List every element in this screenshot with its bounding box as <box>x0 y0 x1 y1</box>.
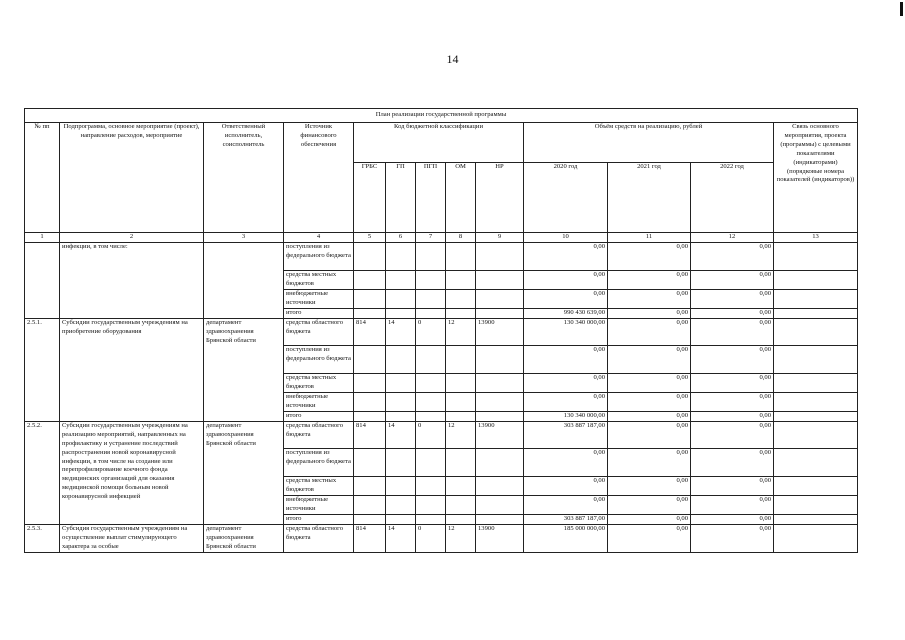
code-om: 12 <box>446 421 476 448</box>
code-grbs <box>354 242 386 270</box>
amount-2022: 0,00 <box>691 373 774 392</box>
code-np: 13900 <box>476 421 524 448</box>
amount-2022: 0,00 <box>691 514 774 524</box>
code-pgp <box>416 289 446 308</box>
amount-2021: 0,00 <box>608 270 691 289</box>
indicator-link <box>774 411 858 421</box>
funding-source: поступления из федерального бюджета <box>284 345 354 373</box>
responsible-executor: департамент здравоохранения Брянской области <box>204 524 284 552</box>
code-np <box>476 345 524 373</box>
header-grbs: ГРБС <box>354 163 386 233</box>
code-om <box>446 308 476 318</box>
column-number: 13 <box>774 233 858 243</box>
code-pgp <box>416 308 446 318</box>
responsible-executor: департамент здравоохранения Брянской области <box>204 318 284 421</box>
header-no: № пп <box>25 123 60 233</box>
code-grbs <box>354 373 386 392</box>
code-gp <box>386 495 416 514</box>
code-pgp <box>416 448 446 476</box>
amount-2020: 0,00 <box>524 242 608 270</box>
code-grbs <box>354 411 386 421</box>
code-np <box>476 392 524 411</box>
amount-2021: 0,00 <box>608 495 691 514</box>
code-np <box>476 476 524 495</box>
code-pgp: 0 <box>416 524 446 552</box>
column-number: 2 <box>60 233 204 243</box>
header-pgp: ПГП <box>416 163 446 233</box>
responsible-executor <box>204 242 284 318</box>
header-budget-code: Код бюджетной классификации <box>354 123 524 163</box>
amount-2022: 0,00 <box>691 524 774 552</box>
row-number: 2.5.3. <box>25 524 60 552</box>
indicator-link <box>774 514 858 524</box>
amount-2021: 0,00 <box>608 373 691 392</box>
column-number: 5 <box>354 233 386 243</box>
amount-2021: 0,00 <box>608 411 691 421</box>
indicator-link <box>774 345 858 373</box>
amount-2021: 0,00 <box>608 524 691 552</box>
code-gp <box>386 345 416 373</box>
code-om <box>446 514 476 524</box>
indicator-link <box>774 318 858 345</box>
code-np <box>476 495 524 514</box>
column-number: 9 <box>476 233 524 243</box>
code-grbs <box>354 345 386 373</box>
measure-name: инфекции, в том числе: <box>60 242 204 318</box>
code-pgp <box>416 514 446 524</box>
code-pgp <box>416 392 446 411</box>
code-pgp <box>416 495 446 514</box>
code-grbs: 814 <box>354 421 386 448</box>
code-grbs: 814 <box>354 318 386 345</box>
code-om <box>446 345 476 373</box>
code-grbs <box>354 270 386 289</box>
measure-name: Субсидии государственным учреждениям на приобретение оборудования <box>60 318 204 421</box>
code-np <box>476 270 524 289</box>
amount-2022: 0,00 <box>691 392 774 411</box>
code-gp: 14 <box>386 318 416 345</box>
code-grbs <box>354 308 386 318</box>
indicator-link <box>774 373 858 392</box>
code-om <box>446 495 476 514</box>
table-title: План реализации государственной программы <box>25 109 858 123</box>
code-om <box>446 448 476 476</box>
code-gp <box>386 514 416 524</box>
code-gp: 14 <box>386 421 416 448</box>
code-gp: 14 <box>386 524 416 552</box>
amount-2021: 0,00 <box>608 318 691 345</box>
code-om <box>446 476 476 495</box>
amount-2022: 0,00 <box>691 318 774 345</box>
code-np <box>476 289 524 308</box>
column-number: 12 <box>691 233 774 243</box>
code-om <box>446 242 476 270</box>
code-np <box>476 411 524 421</box>
code-gp <box>386 392 416 411</box>
indicator-link <box>774 524 858 552</box>
amount-2020: 0,00 <box>524 373 608 392</box>
code-np <box>476 242 524 270</box>
header-name: Подпрограмма, основное мероприятие (проект), направление расходов, мероприятие <box>60 123 204 233</box>
column-number: 1 <box>25 233 60 243</box>
amount-2022: 0,00 <box>691 448 774 476</box>
amount-2021: 0,00 <box>608 308 691 318</box>
code-pgp <box>416 411 446 421</box>
funding-source: средства местных бюджетов <box>284 373 354 392</box>
responsible-executor: департамент здравоохранения Брянской области <box>204 421 284 524</box>
funding-source: средства областного бюджета <box>284 524 354 552</box>
column-number: 6 <box>386 233 416 243</box>
amount-2020: 303 887 187,00 <box>524 514 608 524</box>
amount-2020: 0,00 <box>524 270 608 289</box>
code-om <box>446 289 476 308</box>
funding-source: средства местных бюджетов <box>284 476 354 495</box>
code-pgp: 0 <box>416 318 446 345</box>
amount-2020: 990 430 639,00 <box>524 308 608 318</box>
amount-2021: 0,00 <box>608 289 691 308</box>
amount-2022: 0,00 <box>691 289 774 308</box>
code-gp <box>386 448 416 476</box>
code-om: 12 <box>446 524 476 552</box>
amount-2022: 0,00 <box>691 476 774 495</box>
column-number: 4 <box>284 233 354 243</box>
amount-2022: 0,00 <box>691 421 774 448</box>
column-number: 7 <box>416 233 446 243</box>
indicator-link <box>774 270 858 289</box>
code-gp <box>386 242 416 270</box>
funding-source: средства областного бюджета <box>284 421 354 448</box>
code-np <box>476 514 524 524</box>
header-indicator-link: Связь основного мероприятия, проекта (программы) с целевыми показателями (индикаторами) (порядковые номера показателей (индикаторов)) <box>774 123 858 233</box>
code-gp <box>386 476 416 495</box>
header-responsible: Ответственный исполнитель, соисполнитель <box>204 123 284 233</box>
code-grbs <box>354 495 386 514</box>
amount-2020: 0,00 <box>524 392 608 411</box>
amount-2022: 0,00 <box>691 308 774 318</box>
code-pgp <box>416 345 446 373</box>
amount-2022: 0,00 <box>691 495 774 514</box>
row-number: 2.5.1. <box>25 318 60 421</box>
amount-2021: 0,00 <box>608 448 691 476</box>
table-row <box>25 524 858 552</box>
measure-name: Субсидия государственным учреждениям на осуществление выплат стимулирующего характера за особые <box>60 524 204 552</box>
funding-source: итого <box>284 411 354 421</box>
amount-2022: 0,00 <box>691 242 774 270</box>
table-row <box>25 242 858 270</box>
amount-2021: 0,00 <box>608 345 691 373</box>
amount-2021: 0,00 <box>608 476 691 495</box>
amount-2020: 185 000 000,00 <box>524 524 608 552</box>
code-np <box>476 308 524 318</box>
amount-2022: 0,00 <box>691 345 774 373</box>
header-volume: Объём средств на реализацию, рублей <box>524 123 774 163</box>
funding-source: итого <box>284 308 354 318</box>
amount-2020: 0,00 <box>524 289 608 308</box>
indicator-link <box>774 242 858 270</box>
code-gp <box>386 289 416 308</box>
amount-2020: 0,00 <box>524 448 608 476</box>
table-row <box>25 421 858 448</box>
amount-2021: 0,00 <box>608 242 691 270</box>
scan-edge-mark <box>900 2 903 16</box>
funding-source: поступления из федерального бюджета <box>284 242 354 270</box>
amount-2020: 0,00 <box>524 476 608 495</box>
code-grbs: 814 <box>354 524 386 552</box>
code-grbs <box>354 392 386 411</box>
code-np <box>476 448 524 476</box>
table-row <box>25 318 858 345</box>
funding-source: средства местных бюджетов <box>284 270 354 289</box>
code-gp <box>386 411 416 421</box>
funding-source: итого <box>284 514 354 524</box>
column-number: 8 <box>446 233 476 243</box>
column-number: 11 <box>608 233 691 243</box>
code-pgp <box>416 476 446 495</box>
funding-source: поступления из федерального бюджета <box>284 448 354 476</box>
funding-source: внебюджетные источники <box>284 495 354 514</box>
column-number: 3 <box>204 233 284 243</box>
code-gp <box>386 270 416 289</box>
code-np <box>476 373 524 392</box>
code-pgp: 0 <box>416 421 446 448</box>
code-grbs <box>354 289 386 308</box>
amount-2020: 130 340 000,00 <box>524 411 608 421</box>
code-np: 13900 <box>476 318 524 345</box>
code-pgp <box>416 270 446 289</box>
amount-2021: 0,00 <box>608 421 691 448</box>
code-om <box>446 270 476 289</box>
amount-2021: 0,00 <box>608 392 691 411</box>
code-grbs <box>354 448 386 476</box>
row-number: 2.5.2. <box>25 421 60 524</box>
amount-2020: 303 887 187,00 <box>524 421 608 448</box>
header-om: ОМ <box>446 163 476 233</box>
code-om <box>446 411 476 421</box>
header-2020: 2020 год <box>524 163 608 233</box>
header-np: НР <box>476 163 524 233</box>
header-gp: ГП <box>386 163 416 233</box>
amount-2020: 0,00 <box>524 495 608 514</box>
indicator-link <box>774 476 858 495</box>
amount-2020: 130 340 000,00 <box>524 318 608 345</box>
indicator-link <box>774 308 858 318</box>
indicator-link <box>774 448 858 476</box>
code-np: 13900 <box>476 524 524 552</box>
funding-source: внебюджетные источники <box>284 392 354 411</box>
header-source: Источник финансового обеспечения <box>284 123 354 233</box>
amount-2022: 0,00 <box>691 411 774 421</box>
indicator-link <box>774 495 858 514</box>
code-om <box>446 392 476 411</box>
code-gp <box>386 373 416 392</box>
row-number <box>25 242 60 318</box>
funding-source: внебюджетные источники <box>284 289 354 308</box>
code-om <box>446 373 476 392</box>
funding-source: средства областного бюджета <box>284 318 354 345</box>
code-grbs <box>354 514 386 524</box>
code-pgp <box>416 242 446 270</box>
code-grbs <box>354 476 386 495</box>
indicator-link <box>774 392 858 411</box>
page-number: 14 <box>446 52 459 66</box>
header-2021: 2021 год <box>608 163 691 233</box>
amount-2020: 0,00 <box>524 345 608 373</box>
measure-name: Субсидии государственным учреждениям на реализацию мероприятий, направленных на профилактику и устранение последствий распространения новой коронавирусной инфекции, в том числе на создание или перепрофилирование коечного фонда медицинских организаций для оказания медицинской помощи больным новой коронавирусной инфекцией <box>60 421 204 524</box>
column-number: 10 <box>524 233 608 243</box>
code-om: 12 <box>446 318 476 345</box>
code-pgp <box>416 373 446 392</box>
amount-2022: 0,00 <box>691 270 774 289</box>
indicator-link <box>774 421 858 448</box>
code-gp <box>386 308 416 318</box>
indicator-link <box>774 289 858 308</box>
program-plan-table <box>24 108 858 553</box>
header-2022: 2022 год <box>691 163 774 233</box>
amount-2021: 0,00 <box>608 514 691 524</box>
